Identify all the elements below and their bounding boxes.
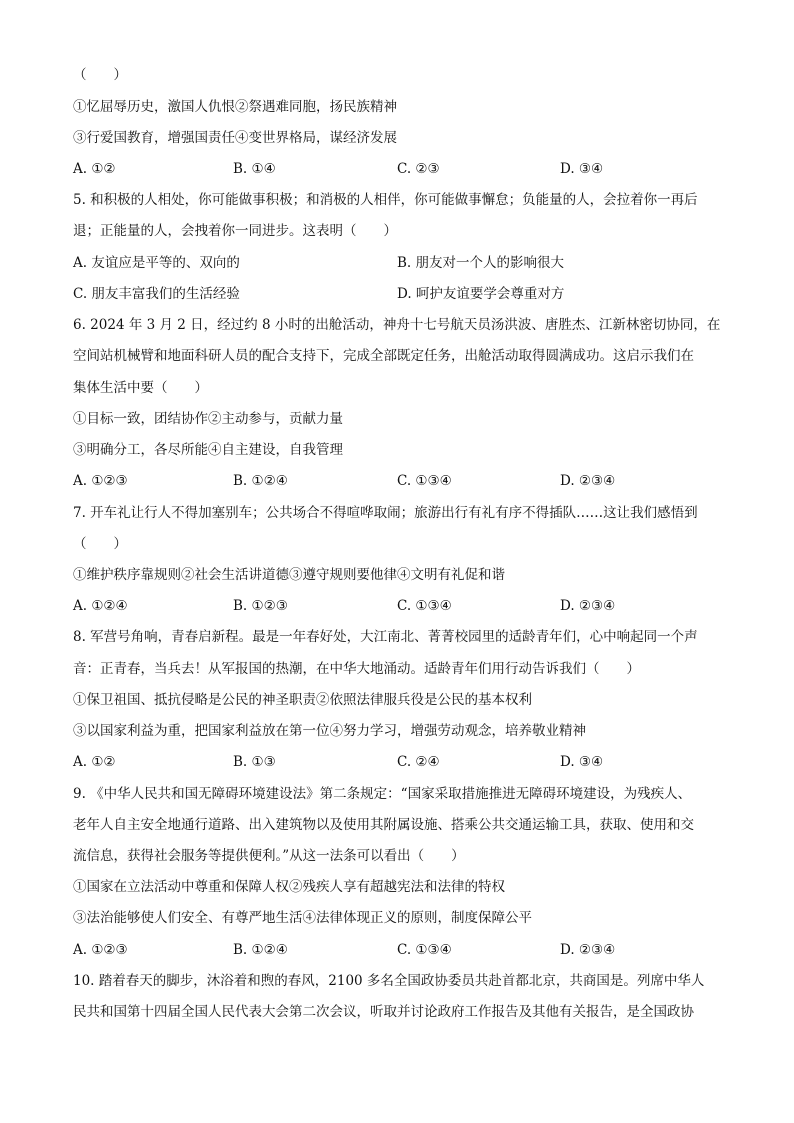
q7-option-a: A. ①②④ <box>73 598 128 614</box>
q7-options <box>73 596 724 616</box>
q4-statement-1: ①忆屈辱历史，激国人仇恨②祭遇难同胞，扬民族精神 <box>73 99 397 115</box>
q5-option-c: C. 朋友丰富我们的生活经验 <box>73 286 240 302</box>
q4-option-b: B. ①④ <box>233 161 276 177</box>
q6-option-c: C. ①③④ <box>397 473 452 489</box>
q9-option-c: C. ①③④ <box>397 942 452 958</box>
q9-stem-1: 9. 《中华人民共和国无障碍环境建设法》第二条规定：“国家采取措施推进无障碍环境建设，为残疾人、 <box>73 786 692 802</box>
q10-stem-2: 民共和国第十四届全国人民代表大会第二次会议，听取并讨论政府工作报告及其他有关报告，是全国政协 <box>73 1004 694 1020</box>
q9-options <box>73 940 724 960</box>
q8-statement-2: ③以国家利益为重，把国家利益放在第一位④努力学习，增强劳动观念，培养敬业精神 <box>73 723 586 739</box>
q9-stem-2: 老年人自主安全地通行道路、出入建筑物以及使用其附属设施、搭乘公共交通运输工具，获取、使用和交 <box>73 817 694 833</box>
q9-statement-2: ③法治能够使人们安全、有尊严地生活④法律体现正义的原则，制度保障公平 <box>73 910 532 926</box>
q8-stem-2: 音：正青春，当兵去！从军报国的热潮，在中华大地涌动。适龄青年们用行动告诉我们（ ） <box>73 661 640 677</box>
q5-stem-1: 5. 和积极的人相处，你可能做事积极；和消极的人相伴，你可能做事懈怠；负能量的人，会拉着你一再后 <box>73 192 698 208</box>
q9-stem-3: 流信息，获得社会服务等提供便利。”从这一法条可以看出（ ） <box>73 848 465 864</box>
q5-stem-2: 退；正能量的人，会拽着你一同进步。这表明（ ） <box>73 223 397 239</box>
q4-option-c: C. ②③ <box>397 161 440 177</box>
q4-option-a: A. ①② <box>73 161 116 177</box>
q8-options <box>73 752 724 772</box>
q6-stem-2: 空间站机械臂和地面科研人员的配合支持下，完成全部既定任务，出舱活动取得圆满成功。这启示我们在 <box>73 348 694 364</box>
q6-option-b: B. ①②④ <box>233 473 288 489</box>
q6-stem-1: 6. 2024 年 3 月 2 日，经过约 8 小时的出舱活动，神舟十七号航天员汤洪波、唐胜杰、江新林密切协同，在 <box>73 317 721 333</box>
q8-statement-1: ①保卫祖国、抵抗侵略是公民的神圣职责②依照法律服兵役是公民的基本权利 <box>73 692 532 708</box>
q8-stem-1: 8. 军营号角响，青春启新程。最是一年春好处，大江南北、菁菁校园里的适龄青年们，心中响起同一个声 <box>73 629 698 645</box>
q7-option-d: D. ②③④ <box>560 598 616 614</box>
q6-options <box>73 471 724 491</box>
q8-option-d: D. ③④ <box>560 754 604 770</box>
q6-statement-2: ③明确分工，各尽所能④自主建设，自我管理 <box>73 442 343 458</box>
q4-statement-2: ③行爱国教育，增强国责任④变世界格局，谋经济发展 <box>73 130 397 146</box>
q9-statement-1: ①国家在立法活动中尊重和保障人权②残疾人享有超越宪法和法律的特权 <box>73 879 505 895</box>
q9-option-b: B. ①②④ <box>233 942 288 958</box>
q9-option-d: D. ②③④ <box>560 942 616 958</box>
q7-stem-2: （ ） <box>73 536 127 552</box>
q6-stem-3: 集体生活中要（ ） <box>73 380 208 396</box>
q6-option-a: A. ①②③ <box>73 473 128 489</box>
q5-option-a: A. 友谊应是平等的、双向的 <box>73 255 240 271</box>
q5-option-d: D. 呵护友谊要学会尊重对方 <box>397 286 565 302</box>
q6-option-d: D. ②③④ <box>560 473 616 489</box>
q7-stem-1: 7. 开车礼让行人不得加塞别车；公共场合不得喧哗取闹；旅游出行有礼有序不得插队……这让我们感悟到 <box>73 505 698 521</box>
q8-option-b: B. ①③ <box>233 754 276 770</box>
q9-option-a: A. ①②③ <box>73 942 128 958</box>
q5-options-row-1 <box>73 253 724 273</box>
q10-stem-1: 10. 踏着春天的脚步，沐浴着和煦的春风，2100 多名全国政协委员共赴首都北京，共商国是。列席中华人 <box>73 973 705 989</box>
q5-option-b: B. 朋友对一个人的影响很大 <box>397 255 565 271</box>
q8-option-a: A. ①② <box>73 754 116 770</box>
q4-options <box>73 159 724 179</box>
q4-option-d: D. ③④ <box>560 161 604 177</box>
q6-statement-1: ①目标一致，团结协作②主动参与，贡献力量 <box>73 411 343 427</box>
q7-option-b: B. ①②③ <box>233 598 288 614</box>
q4-stem-end: （ ） <box>73 67 127 83</box>
q5-options-row-2 <box>73 284 724 304</box>
q8-option-c: C. ②④ <box>397 754 440 770</box>
q7-statements: ①维护秩序靠规则②社会生活讲道德③遵守规则要他律④文明有礼促和谐 <box>73 567 505 583</box>
q7-option-c: C. ①③④ <box>397 598 452 614</box>
